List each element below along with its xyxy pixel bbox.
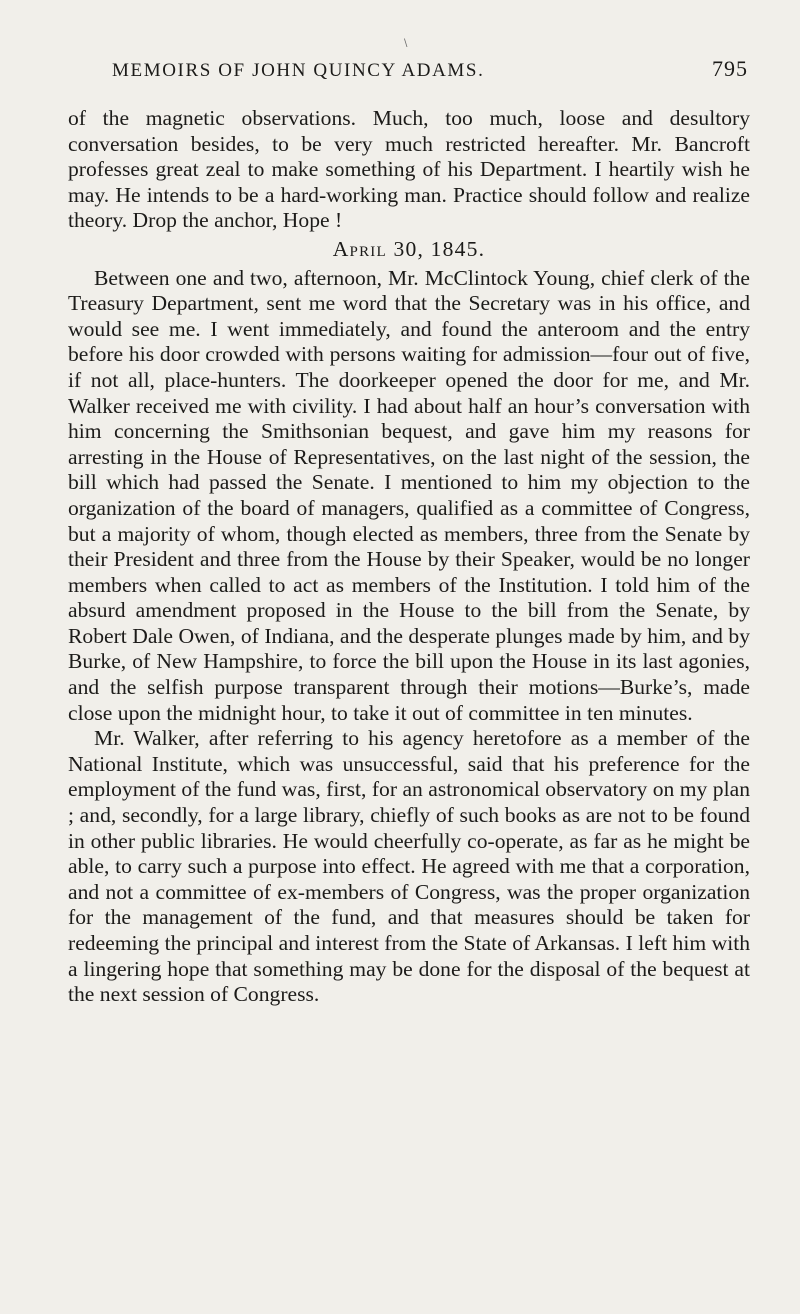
paragraph-continuation: of the magnetic observations. Much, too much, loose and desultory conversation besides, to be very much restricted hereafter. Mr. Bancroft professes great zeal to make something of his Department. I heartily wish he may. He intends to be a hard-working man. Practice should follow and realize theory. Drop the anchor, Hope ! bbox=[68, 106, 750, 233]
page-number: 795 bbox=[712, 56, 748, 81]
running-head: MEMOIRS OF JOHN QUINCY ADAMS. bbox=[112, 60, 485, 81]
body-text bbox=[68, 106, 750, 1008]
margin-mark: \ bbox=[404, 38, 408, 49]
entry-date-heading: April 30, 1845. bbox=[332, 236, 486, 261]
page-header bbox=[112, 54, 748, 84]
paragraph-visit-secretary: Between one and two, afternoon, Mr. McClintock Young, chief clerk of the Treasury Department, sent me word that the Secretary was in his office, and would see me. I went immediately, and found the anteroom and the entry before his door crowded with persons waiting for admission—four out of five, if not all, place-hunters. The doorkeeper opened the door for me, and Mr. Walker received me with civility. I had about half an hour’s conversation with him concerning the Smithsonian bequest, and gave him my reasons for arresting in the House of Representatives, on the last night of the session, the bill which had passed the Senate. I mentioned to him my objection to the organization of the board of managers, qualified as a committee of Congress, but a majority of whom, though elected as members, three from the Senate by their President and three from the House by their Speaker, would be no longer members when called to act as members of the Institution. I told him of the absurd amendment proposed in the House to the bill from the Senate, by Robert Dale Owen, of Indiana, and the desperate plunges made by him, and by Burke, of New Hampshire, to force the bill upon the House in its last agonies, and the selfish purpose transparent through their motions—Burke’s, made close upon the midnight hour, to take it out of committee in ten minutes. bbox=[68, 265, 750, 725]
paragraph-walker-response: Mr. Walker, after referring to his agency heretofore as a member of the National Institute, which was unsuccessful, said that his preference for the employment of the fund was, first, for an astronomical observatory on my plan ; and, secondly, for a large library, chiefly of such books as are not to be found in other public libraries. He would cheerfully co-operate, as far as he might be able, to carry such a purpose into effect. He agreed with me that a corporation, and not a committee of ex-members of Congress, was the proper organization for the management of the fund, and that measures should be taken for redeeming the principal and interest from the State of Arkansas. I left him with a lingering hope that something may be done for the disposal of the bequest at the next session of Congress. bbox=[68, 726, 750, 1007]
